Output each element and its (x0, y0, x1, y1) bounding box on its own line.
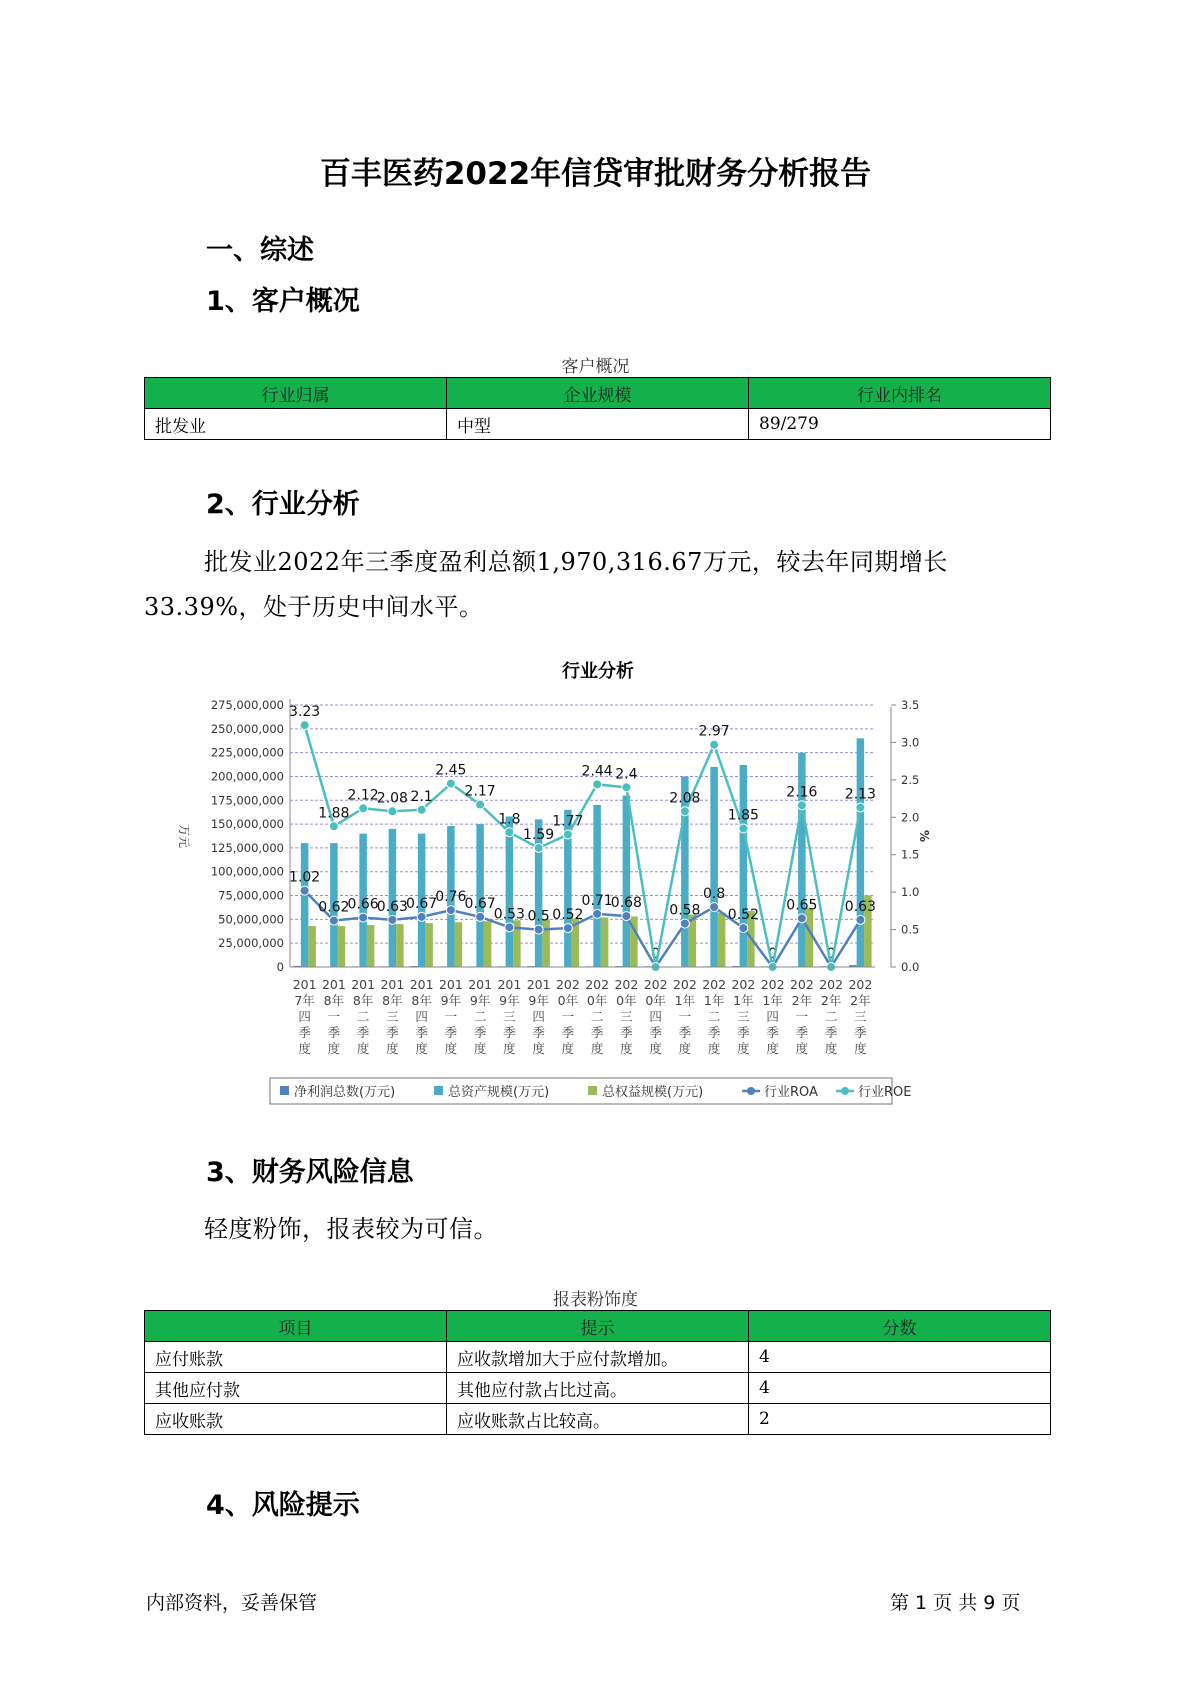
data-label: 1.85 (727, 807, 759, 824)
x-tick-label: 季 (532, 1025, 545, 1040)
chart-grid (290, 705, 875, 967)
data-point (563, 924, 572, 933)
x-tick-label: 度 (386, 1041, 399, 1056)
data-point (505, 828, 514, 837)
data-point (856, 915, 865, 924)
x-tick-label: 1年 (674, 993, 696, 1008)
table-cell: 其他应付款占比过高。 (447, 1373, 749, 1404)
x-tick-label: 季 (620, 1025, 633, 1040)
x-tick-label: 1年 (762, 993, 783, 1008)
table-cell: 中型 (447, 409, 749, 440)
x-tick-label: 2年 (850, 993, 871, 1008)
data-point (446, 779, 455, 788)
data-label: 0 (651, 946, 661, 962)
x-tick-label: 8年 (411, 993, 432, 1008)
data-label: 0.71 (581, 892, 613, 909)
x-tick-label: 季 (590, 1025, 604, 1040)
x-tick-label: 201 (409, 977, 434, 992)
x-tick-label: 9年 (469, 993, 491, 1008)
x-tick-label: 度 (356, 1041, 370, 1056)
data-point (856, 803, 865, 812)
x-tick-label: 季 (678, 1025, 692, 1040)
x-tick-label: 度 (620, 1041, 633, 1056)
table-header: 行业归属 (145, 378, 447, 409)
table-cell: 89/279 (749, 409, 1051, 440)
x-tick-label: 季 (561, 1025, 575, 1040)
x-tick-label: 202 (555, 977, 580, 992)
x-tick-label: 度 (503, 1041, 516, 1056)
table-cell: 应收账款占比较高。 (447, 1404, 749, 1435)
y2-axis-label: % (917, 829, 931, 843)
bar (396, 924, 404, 967)
x-tick-label: 一 (444, 1009, 458, 1024)
table-cell: 4 (749, 1342, 1051, 1373)
legend-swatch (434, 1086, 443, 1095)
y-axis-label: 万元 (177, 823, 191, 849)
data-point (563, 830, 572, 839)
bar (689, 915, 697, 967)
x-tick-label: 201 (526, 977, 551, 992)
data-label: 0.8 (702, 886, 726, 903)
data-point (417, 912, 426, 921)
table-row (145, 1404, 1051, 1435)
x-tick-label: 0年 (586, 993, 608, 1008)
data-label: 0.68 (610, 895, 642, 912)
data-point (593, 909, 602, 918)
x-tick-label: 201 (292, 977, 317, 992)
data-label: 0 (826, 946, 836, 962)
x-tick-label: 202 (672, 977, 697, 992)
x-tick-label: 四 (298, 1009, 311, 1024)
data-label: 1.77 (552, 813, 584, 830)
footer-confidential: 内部资料，妥善保管 (146, 1592, 318, 1614)
table-header: 行业内排名 (749, 378, 1051, 409)
x-tick-label: 度 (737, 1041, 750, 1056)
data-label: 2.1 (410, 788, 433, 805)
data-label: 0.58 (669, 902, 701, 919)
data-label: 0.67 (406, 895, 438, 912)
table-row (145, 1373, 1051, 1404)
data-label: 2.44 (581, 763, 613, 780)
data-point (534, 925, 543, 934)
data-label: 1.59 (523, 826, 555, 843)
x-tick-label: 二 (356, 1009, 370, 1024)
table-row (145, 1342, 1051, 1373)
bar (542, 919, 550, 967)
data-label: 2.4 (615, 766, 638, 783)
y2-tick-label: 2.0 (901, 810, 920, 825)
x-tick-label: 8年 (382, 993, 403, 1008)
x-tick-label: 202 (643, 977, 668, 992)
data-label: 2.12 (347, 787, 379, 804)
y-tick-label: 0 (276, 960, 284, 974)
data-label: 2.45 (435, 762, 467, 779)
table-cell: 2 (749, 1404, 1051, 1435)
x-tick-label: 季 (649, 1025, 662, 1040)
legend-label: 行业ROA (764, 1085, 818, 1100)
chart-title: 行业分析 (562, 661, 634, 682)
data-label: 0.63 (376, 898, 408, 915)
bar (308, 926, 316, 967)
data-label: 0.53 (493, 906, 525, 923)
x-tick-label: 2年 (791, 993, 813, 1008)
data-point (446, 906, 455, 915)
y-tick-label: 25,000,000 (218, 936, 284, 951)
y-tick-label: 225,000,000 (210, 745, 284, 760)
y-tick-label: 275,000,000 (210, 698, 284, 712)
bar (367, 925, 375, 967)
x-tick-label: 三 (737, 1009, 750, 1024)
legend-marker (747, 1087, 755, 1095)
data-point (680, 807, 689, 816)
chart-legend (270, 1078, 911, 1104)
bar (506, 816, 514, 967)
data-label: 1.8 (498, 811, 521, 828)
industry-chart (170, 655, 1020, 1115)
x-tick-label: 季 (854, 1025, 867, 1040)
chart-axes (177, 698, 931, 1056)
x-tick-label: 202 (702, 977, 727, 992)
table-cell: 4 (749, 1373, 1051, 1404)
x-tick-label: 度 (795, 1041, 809, 1056)
data-point (417, 805, 426, 814)
x-tick-label: 三 (620, 1009, 633, 1024)
x-tick-label: 度 (590, 1041, 604, 1056)
x-tick-label: 8年 (323, 993, 345, 1008)
overview-table-caption: 客户概况 (561, 357, 630, 377)
x-tick-label: 季 (707, 1025, 721, 1040)
section-heading-risk-hint: 4、风险提示 (206, 1490, 360, 1521)
data-point (593, 780, 602, 789)
x-tick-label: 二 (707, 1009, 721, 1024)
y-tick-label: 75,000,000 (218, 888, 284, 903)
legend-label: 总权益规模(万元) (602, 1085, 704, 1100)
data-point (710, 740, 719, 749)
data-point (300, 721, 309, 730)
x-tick-label: 二 (824, 1009, 838, 1024)
data-point (300, 886, 309, 895)
x-tick-label: 0年 (616, 993, 637, 1008)
data-label: 1.88 (318, 805, 350, 822)
y-tick-label: 175,000,000 (210, 793, 284, 808)
data-label: 3.23 (289, 704, 321, 721)
x-tick-label: 201 (321, 977, 346, 992)
y-tick-label: 250,000,000 (210, 721, 284, 736)
section-heading-customer: 1、客户概况 (206, 286, 360, 317)
y-tick-label: 125,000,000 (210, 840, 284, 855)
data-point (534, 843, 543, 852)
x-tick-label: 202 (848, 977, 873, 992)
table-header: 提示 (447, 1311, 749, 1342)
y2-tick-label: 0.0 (901, 960, 920, 974)
data-point (359, 913, 368, 922)
x-tick-label: 季 (386, 1025, 399, 1040)
industry-paragraph: 批发业2022年三季度盈利总额1,970,316.67万元，较去年同期增长33.39%，处于历史中间水平。 (144, 548, 948, 621)
data-label: 2.08 (669, 790, 701, 807)
x-tick-label: 季 (327, 1025, 341, 1040)
data-label: 0.63 (844, 898, 876, 915)
table-header: 分数 (749, 1311, 1051, 1342)
x-tick-label: 四 (532, 1009, 545, 1024)
x-tick-label: 季 (473, 1025, 487, 1040)
section-heading-overview: 一、综述 (206, 235, 314, 266)
x-tick-label: 三 (386, 1009, 399, 1024)
x-tick-label: 1年 (733, 993, 754, 1008)
x-tick-label: 四 (415, 1009, 428, 1024)
x-tick-label: 季 (737, 1025, 750, 1040)
y2-tick-label: 2.5 (901, 772, 920, 787)
x-tick-label: 9年 (440, 993, 462, 1008)
section-heading-industry: 2、行业分析 (206, 489, 360, 520)
data-point (710, 903, 719, 912)
data-label: 0.67 (464, 895, 496, 912)
x-tick-label: 201 (468, 977, 493, 992)
y2-tick-label: 0.5 (901, 922, 920, 937)
x-tick-label: 7年 (294, 993, 315, 1008)
x-tick-label: 三 (854, 1009, 867, 1024)
x-tick-label: 202 (760, 977, 785, 992)
legend-label: 净利润总数(万元) (294, 1085, 396, 1100)
x-tick-label: 度 (415, 1041, 428, 1056)
x-tick-label: 1年 (703, 993, 725, 1008)
chart-lines (289, 704, 876, 971)
table-cell: 应收款增加大于应付款增加。 (447, 1342, 749, 1373)
data-label: 0.62 (318, 899, 350, 916)
x-tick-label: 季 (795, 1025, 809, 1040)
table-cell: 批发业 (145, 409, 447, 440)
x-tick-label: 四 (649, 1009, 662, 1024)
bar (710, 767, 718, 967)
y2-tick-label: 3.5 (901, 698, 920, 712)
x-tick-label: 季 (356, 1025, 370, 1040)
data-point (329, 822, 338, 831)
x-tick-label: 8年 (352, 993, 374, 1008)
x-tick-label: 度 (327, 1041, 341, 1056)
x-tick-label: 一 (678, 1009, 692, 1024)
x-tick-label: 度 (444, 1041, 458, 1056)
x-tick-label: 季 (503, 1025, 516, 1040)
x-tick-label: 一 (795, 1009, 809, 1024)
x-tick-label: 季 (444, 1025, 458, 1040)
data-point (329, 916, 338, 925)
data-point (476, 912, 485, 921)
x-tick-label: 度 (766, 1041, 779, 1056)
legend-label: 行业ROE (858, 1085, 912, 1100)
x-tick-label: 度 (824, 1041, 838, 1056)
x-tick-label: 度 (298, 1041, 311, 1056)
y2-tick-label: 1.0 (901, 885, 920, 900)
x-tick-label: 季 (766, 1025, 779, 1040)
data-point (388, 807, 397, 816)
y2-tick-label: 3.0 (901, 735, 920, 750)
x-tick-label: 三 (503, 1009, 516, 1024)
x-tick-label: 0年 (645, 993, 666, 1008)
x-tick-label: 202 (789, 977, 814, 992)
data-label: 0.5 (527, 908, 550, 925)
data-label: 2.17 (464, 783, 496, 800)
risk-table-caption: 报表粉饰度 (553, 1290, 638, 1310)
bar (301, 843, 309, 967)
x-tick-label: 季 (824, 1025, 838, 1040)
x-tick-label: 202 (819, 977, 844, 992)
x-tick-label: 202 (585, 977, 610, 992)
data-point (739, 824, 748, 833)
data-point (622, 912, 631, 921)
risk-table (144, 1310, 1051, 1435)
x-tick-label: 201 (351, 977, 376, 992)
data-point (476, 800, 485, 809)
x-tick-label: 0年 (557, 993, 579, 1008)
x-tick-label: 一 (327, 1009, 341, 1024)
data-point (359, 804, 368, 813)
x-tick-label: 四 (766, 1009, 779, 1024)
bar (623, 796, 631, 967)
x-tick-label: 2年 (820, 993, 842, 1008)
bar (718, 913, 726, 967)
y2-tick-label: 1.5 (901, 847, 920, 862)
y-tick-label: 100,000,000 (210, 864, 284, 879)
series-line (305, 725, 861, 967)
data-label: 2.13 (844, 786, 876, 803)
overview-table (144, 377, 1051, 440)
x-tick-label: 9年 (499, 993, 520, 1008)
data-point (797, 801, 806, 810)
y-tick-label: 200,000,000 (210, 769, 284, 784)
x-tick-label: 202 (731, 977, 756, 992)
bar (740, 765, 748, 967)
data-label: 2.97 (698, 723, 730, 740)
x-tick-label: 度 (473, 1041, 487, 1056)
data-label: 2.08 (376, 790, 408, 807)
data-label: 0.52 (727, 907, 759, 924)
section-heading-risk-info: 3、财务风险信息 (206, 1157, 414, 1188)
x-tick-label: 度 (561, 1041, 575, 1056)
data-point (622, 783, 631, 792)
bar (593, 805, 601, 967)
data-point (680, 919, 689, 928)
x-tick-label: 度 (854, 1041, 867, 1056)
bar (455, 922, 463, 967)
risk-paragraph: 轻度粉饰，报表较为可信。 (204, 1215, 498, 1243)
legend-swatch (280, 1086, 289, 1095)
data-label: 0.76 (435, 889, 467, 906)
data-label: 0.66 (347, 896, 379, 913)
y-tick-label: 50,000,000 (218, 912, 284, 927)
table-cell: 其他应付款 (145, 1373, 447, 1404)
data-label: 1.02 (289, 869, 321, 886)
x-tick-label: 季 (298, 1025, 311, 1040)
data-label: 0 (768, 946, 778, 962)
x-tick-label: 一 (561, 1009, 575, 1024)
x-tick-label: 二 (590, 1009, 604, 1024)
table-header: 项目 (145, 1311, 447, 1342)
data-point (739, 924, 748, 933)
x-tick-label: 度 (707, 1041, 721, 1056)
data-point (388, 915, 397, 924)
legend-marker (841, 1087, 849, 1095)
data-point (505, 923, 514, 932)
x-tick-label: 9年 (528, 993, 549, 1008)
data-label: 2.16 (786, 784, 818, 801)
bar (338, 926, 346, 967)
table-header: 企业规模 (447, 378, 749, 409)
x-tick-label: 二 (473, 1009, 487, 1024)
legend-label: 总资产规模(万元) (448, 1085, 550, 1100)
x-tick-label: 201 (380, 977, 405, 992)
data-label: 0.65 (786, 897, 818, 914)
footer-page-number: 第 1 页 共 9 页 (890, 1592, 1021, 1614)
x-tick-label: 季 (415, 1025, 428, 1040)
bar (857, 738, 865, 967)
table-cell: 应收账款 (145, 1404, 447, 1435)
page-title: 百丰医药2022年信贷审批财务分析报告 (319, 156, 872, 192)
x-tick-label: 202 (614, 977, 639, 992)
bar (601, 917, 609, 967)
bar (425, 923, 433, 967)
table-cell: 应付账款 (145, 1342, 447, 1373)
y-tick-label: 150,000,000 (210, 817, 284, 832)
x-tick-label: 201 (438, 977, 463, 992)
legend-swatch (588, 1086, 597, 1095)
data-label: 0.52 (552, 907, 584, 924)
x-tick-label: 度 (649, 1041, 662, 1056)
bar (484, 921, 492, 967)
x-tick-label: 度 (532, 1041, 545, 1056)
data-point (797, 914, 806, 923)
x-tick-label: 201 (497, 977, 522, 992)
x-tick-label: 度 (678, 1041, 692, 1056)
